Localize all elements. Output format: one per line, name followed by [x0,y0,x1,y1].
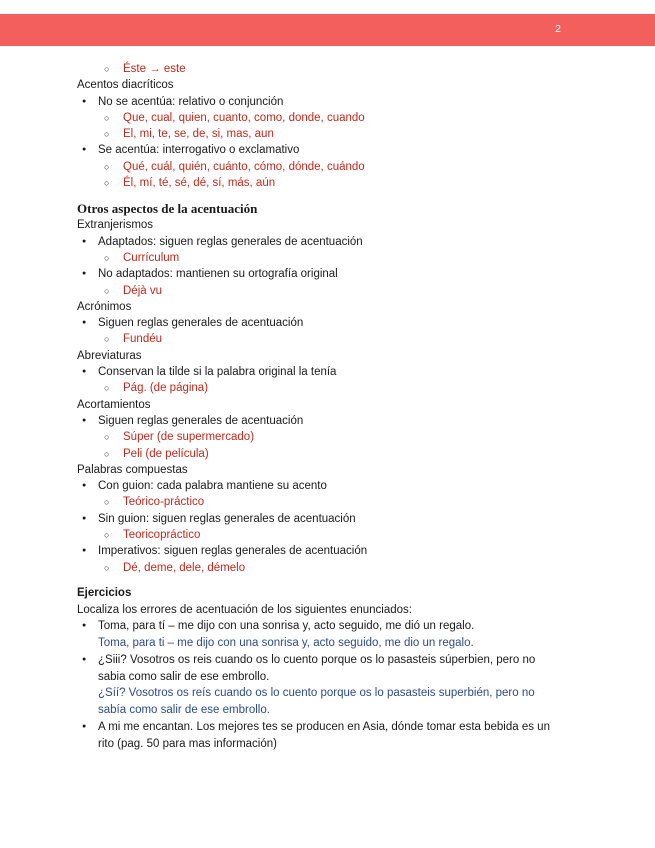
exercise-answer: Toma, para ti – me dijo con una sonrisa y, acto seguido, me dio un regalo. [98,637,474,649]
example-item: ○ Currículum [77,250,577,266]
subheading: Abreviaturas [77,349,142,362]
subheading: Palabras compuestas [77,463,188,476]
exercise-text: rito (pag. 50 para mas información) [98,737,277,750]
subheading: Extranjerismos [77,219,154,232]
exercise-text: ● Toma, para tí – me dijo con una sonrisa y, acto seguido, me dió un regalo. [98,620,475,633]
exercise-item [77,618,577,652]
section-title: Otros aspectos de la acentuación [77,201,258,217]
subheading: Acentos diacríticos [77,79,174,92]
list-item: ● Sin guion: siguen reglas generales de acentuación [77,511,577,527]
example-item: ○ Él, mí, té, sé, dé, sí, más, aún [77,175,577,191]
example-item: ○ Fundéu [77,331,577,347]
example-item: ○ Teórico-práctico [77,494,577,510]
list-item: ● Conservan la tilde si la palabra original la tenía [77,364,577,380]
page-number: 2 [555,23,561,35]
example-item: ○ Teoricopráctico [77,527,577,543]
example-item: ○ Súper (de supermercado) [77,429,577,445]
exercises-instruction: Localiza los errores de acentuación de los siguientes enunciados: [77,603,412,616]
exercise-text: sabia como salir de ese embrollo. [98,670,270,683]
list-item: ● Adaptados: siguen reglas generales de acentuación [77,234,577,250]
list-item: ● Siguen reglas generales de acentuación [77,315,577,331]
list-item: ● Imperativos: siguen reglas generales de acentuación [77,543,577,559]
list-item: ● Siguen reglas generales de acentuación [77,413,577,429]
subheading: Acrónimos [77,300,132,313]
example-item: ○ Éste → este [77,61,577,77]
exercise-text: ● A mi me encantan. Los mejores tes se producen en Asia, dónde tomar esta bebida es un [98,720,550,733]
subheading: Acortamientos [77,398,151,411]
example-item: ○ Qué, cuál, quién, cuánto, cómo, dónde, cuándo [77,159,577,175]
document-body [77,61,577,753]
list-item: ● No se acentúa: relativo o conjunción [77,94,577,110]
exercise-item [77,652,577,719]
exercise-answer: ¿Síí? Vosotros os reís cuando os lo cuento porque os lo pasasteis superbién, pero no [98,687,535,700]
exercises-title: Ejercicios [77,586,132,599]
example-item: ○ Dé, deme, dele, démelo [77,560,577,576]
list-item: ● No adaptados: mantienen su ortografía original [77,266,577,282]
header-bar [0,14,655,46]
exercise-text: ● ¿Siii? Vosotros os reis cuando os lo cuento porque os lo pasasteis súperbien, pero no [98,653,536,666]
example-item: ○ Peli (de película) [77,446,577,462]
example-item: ○ El, mi, te, se, de, si, mas, aun [77,126,577,142]
example-item: ○ Pág. (de página) [77,380,577,396]
example-item: ○ Que, cual, quien, cuanto, como, donde, cuando [77,110,577,126]
exercise-answer: sabía como salir de ese embrollo. [98,704,270,717]
example-item: ○ Déjà vu [77,283,577,299]
exercise-item [77,719,577,753]
list-item: ● Con guion: cada palabra mantiene su acento [77,478,577,494]
list-item: ● Se acentúa: interrogativo o exclamativo [77,142,577,158]
